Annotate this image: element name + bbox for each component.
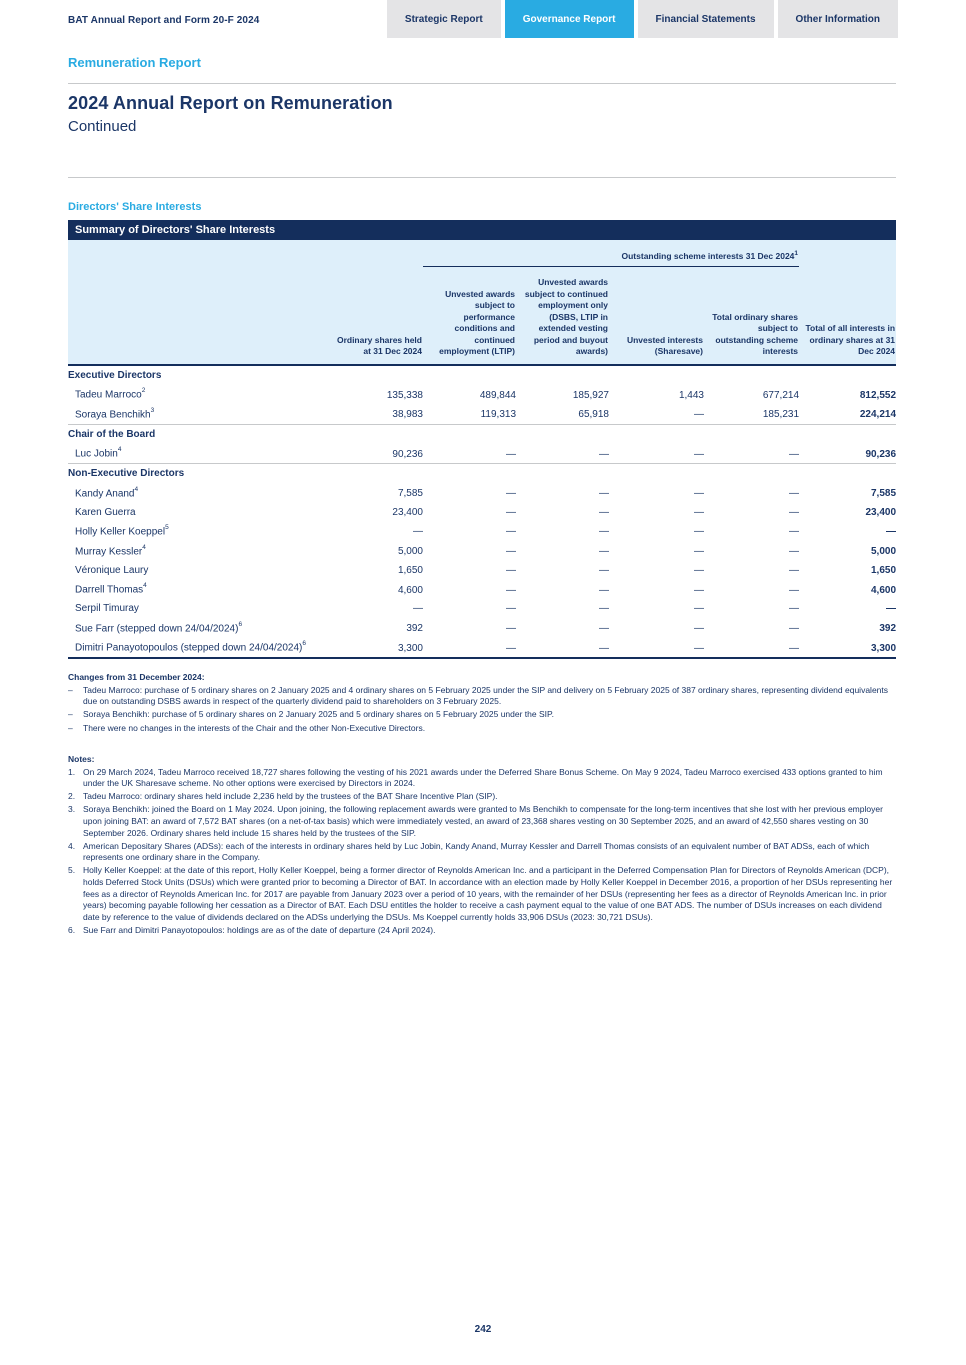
column-header-4: Unvested interests (Sharesave) xyxy=(626,334,703,357)
value: — xyxy=(506,622,516,634)
section-header-row xyxy=(68,365,896,385)
value: 1,650 xyxy=(397,564,423,576)
value: 119,313 xyxy=(480,409,516,421)
change-text: There were no changes in the interests of the Chair and the other Non-Executive Directors. xyxy=(83,722,426,733)
nav-tabs xyxy=(387,0,898,38)
value: — xyxy=(506,584,516,596)
value: — xyxy=(789,603,800,615)
note-number: 6. xyxy=(68,924,76,935)
column-header-2: Unvested awards subject to performance conditions and continued employment (LTIP) xyxy=(439,288,515,357)
value: — xyxy=(506,506,516,518)
value: 65,918 xyxy=(578,409,609,421)
director-name: Karen Guerra xyxy=(75,506,136,518)
note-number: 1. xyxy=(68,766,76,777)
total-value: 812,552 xyxy=(859,389,897,401)
divider xyxy=(68,177,896,178)
value: — xyxy=(506,526,516,538)
table-section-title: Directors' Share Interests xyxy=(68,201,202,213)
table-head xyxy=(68,240,896,365)
table-row xyxy=(68,599,896,618)
column-header-row xyxy=(68,267,896,365)
tab-strategic-report[interactable]: Strategic Report xyxy=(387,0,501,38)
value: — xyxy=(413,526,423,538)
value: 185,231 xyxy=(762,409,800,421)
change-item xyxy=(68,723,896,735)
share-interests-table xyxy=(68,240,896,659)
value: — xyxy=(694,506,704,518)
table-row xyxy=(68,483,896,503)
footnote-marker: 4 xyxy=(134,485,139,493)
value: — xyxy=(506,642,516,654)
director-name: Soraya Benchikh$^3$ xyxy=(75,407,155,421)
note-number: 4. xyxy=(68,840,76,851)
table-row xyxy=(68,384,896,404)
change-item xyxy=(68,685,896,708)
notes-list xyxy=(68,767,896,937)
value: — xyxy=(789,564,800,576)
changes-block xyxy=(68,671,896,734)
table-banner: Summary of Directors' Share Interests xyxy=(68,220,896,240)
total-value: 3,300 xyxy=(871,642,897,654)
value: — xyxy=(599,564,609,576)
value: — xyxy=(506,448,516,460)
note-text: Holly Keller Koeppel: at the date of this report, Holly Keller Koeppel, being a former director of Reynolds American Inc. and a participant in the Deferred Compensation Plan for Directors of Reynolds American (DCP), holds Deferred Stock Units (DSUs) which were granted prior to becoming a Director of BAT. In accordance with an election made by Holly Keller Koeppel in December 2016, a proportion of her DSUs representing her fees as a director of Reynolds American Inc. for 2017 are payable from January 2023 over a period of 10 years, with the remainder of her DSUs (representing her fees as a director of Reynolds American Inc. in prior years) becoming payable following her cessation as a Director of BAT. Each DSU entitles the holder to receive a cash payment equal to the value of one BAT ADS. The number of DSUs increases on each dividend date by reference to the value of dividends declared on the ADSs underlying the DSUs. Ms Koeppel currently holds 33,906 DSUs (2023: 30,721 DSUs). xyxy=(83,865,893,922)
total-value: 4,600 xyxy=(871,584,897,596)
note-text: On 29 March 2024, Tadeu Marroco received 18,727 shares following the vesting of his 2021 awards under the Deferred Share Bonus Scheme. On May 9 2024, Tadeu Marroco exercised 433 options granted to him under the UK Sharesave scheme. No other options were exercised by Directors in 2024. xyxy=(83,766,883,789)
group-header-footnote: 1 xyxy=(794,250,799,257)
change-text: Soraya Benchikh: purchase of 5 ordinary shares on 2 January 2025 and 5 ordinary shares on 5 February 2025 under the SIP. xyxy=(83,709,554,720)
footnote-marker: 4 xyxy=(143,582,147,590)
footnote-marker: 5 xyxy=(165,524,169,532)
page-subtitle: Continued xyxy=(68,118,137,135)
value: — xyxy=(694,603,704,615)
value: — xyxy=(506,546,516,558)
note-item xyxy=(68,791,896,803)
footnote-marker: 3 xyxy=(150,407,155,415)
director-name: Véronique Laury xyxy=(75,564,149,576)
total-value: 90,236 xyxy=(865,448,897,460)
group-header-text: Outstanding scheme interests 31 Dec 2024 xyxy=(621,250,795,261)
value: — xyxy=(789,506,800,518)
director-name: Dimitri Panayotopoulos (stepped down 24/04/2024)$^6$ xyxy=(75,640,306,654)
value: 392 xyxy=(406,622,423,634)
value: — xyxy=(599,584,609,596)
value: — xyxy=(694,622,704,634)
top-bar xyxy=(0,0,966,38)
value: 1,443 xyxy=(678,389,704,401)
note-number: 2. xyxy=(68,791,76,802)
table-row xyxy=(68,521,896,541)
changes-title: Changes from 31 December 2024: xyxy=(68,672,205,683)
total-value: 5,000 xyxy=(871,546,897,558)
section-title: Non-Executive Directors xyxy=(68,464,896,483)
content xyxy=(0,55,966,936)
value: — xyxy=(789,526,800,538)
value: — xyxy=(599,622,609,634)
value: 3,300 xyxy=(397,642,423,654)
note-item xyxy=(68,865,896,923)
value: — xyxy=(694,584,704,596)
note-item xyxy=(68,925,896,937)
share-interests-tbody xyxy=(68,365,896,658)
value: — xyxy=(506,488,516,500)
note-item xyxy=(68,767,896,790)
director-name: Murray Kessler$^4$ xyxy=(75,543,146,558)
table-row xyxy=(68,561,896,580)
change-text: Tadeu Marroco: purchase of 5 ordinary shares on 2 January 2025 and 4 ordinary shares on 5 February 2025 under the SIP and delivery on 5 February 2025 of 387 ordinary shares, representing dividend equivalents due on outstanding DSBS awards in respect of the quarterly dividend paid to shareholders on 3 February 2025. xyxy=(83,684,889,707)
value: — xyxy=(694,409,704,421)
value: 677,214 xyxy=(762,389,800,401)
value: 135,338 xyxy=(386,389,423,401)
tab-governance-report[interactable]: Governance Report xyxy=(505,0,634,38)
table-row xyxy=(68,541,896,561)
value: 38,983 xyxy=(392,409,423,421)
section-title: Chair of the Board xyxy=(68,424,896,443)
director-name: Darrell Thomas$^4$ xyxy=(75,582,147,596)
table-row xyxy=(68,443,896,463)
value: 5,000 xyxy=(397,546,423,558)
value: — xyxy=(694,564,704,576)
total-value: 224,214 xyxy=(859,409,897,421)
changes-list xyxy=(68,685,896,734)
note-number: 3. xyxy=(68,804,76,815)
total-value: — xyxy=(886,526,897,538)
footnote-marker: 4 xyxy=(117,446,122,454)
page-title: 2024 Annual Report on Remuneration xyxy=(68,93,393,113)
value: — xyxy=(694,448,704,460)
column-header-6: Total of all interests in ordinary shares at 31 Dec 2024 xyxy=(805,323,896,357)
value: — xyxy=(599,488,609,500)
total-value: 23,400 xyxy=(865,506,897,518)
table-row xyxy=(68,618,896,638)
footnote-marker: 2 xyxy=(141,387,146,395)
tab-other-information[interactable]: Other Information xyxy=(778,0,898,38)
value: — xyxy=(789,642,800,654)
footnote-marker: 6 xyxy=(302,640,306,648)
director-name: Kandy Anand$^4$ xyxy=(75,485,139,500)
value: — xyxy=(694,642,704,654)
director-name: Holly Keller Koeppel$^5$ xyxy=(75,524,169,538)
note-number: 5. xyxy=(68,865,76,876)
tab-financial-statements[interactable]: Financial Statements xyxy=(638,0,774,38)
table-row xyxy=(68,404,896,424)
value: — xyxy=(694,546,704,558)
divider xyxy=(68,83,896,84)
value: — xyxy=(599,603,609,615)
section-header-row xyxy=(68,464,896,483)
director-name: Luc Jobin$^4$ xyxy=(75,446,122,460)
value: 4,600 xyxy=(397,584,423,596)
section-header-row xyxy=(68,424,896,443)
total-value: 392 xyxy=(879,622,897,634)
note-text: Soraya Benchikh: joined the Board on 1 May 2024. Upon joining, the following replacement awards were granted to Ms Benchikh to compensate for the long-term incentives that she lost with her previous employer upon joining BAT: an award of 7,572 BAT shares (on a net-of-tax basis) which were immediately vested, an award of 23,368 shares vesting on 30 September 2025, and an award of 42,550 shares vesting on 30 September 2026. Ordinary shares held include 15 shares held by the trustees of the SIP. xyxy=(83,804,883,838)
change-item xyxy=(68,709,896,721)
note-text: Tadeu Marroco: ordinary shares held include 2,236 held by the trustees of the BAT Share Incentive Plan (SIP). xyxy=(83,791,498,802)
notes-title: Notes: xyxy=(68,754,95,765)
note-text: American Depositary Shares (ADSs): each of the interests in ordinary shares held by Luc Jobin, Kandy Anand, Murray Kessler and Darrell Thomas consists of an equivalent number of BAT ADSs, each of which represents one ordinary share in the Company. xyxy=(83,840,870,863)
value: — xyxy=(413,603,423,615)
value: 90,236 xyxy=(392,448,423,460)
table-row xyxy=(68,637,896,658)
section-title: Executive Directors xyxy=(68,369,162,381)
value: — xyxy=(506,564,516,576)
value: — xyxy=(789,546,800,558)
value: — xyxy=(599,642,609,654)
table-row xyxy=(68,579,896,599)
value: — xyxy=(599,506,609,518)
value: 23,400 xyxy=(392,506,423,518)
value: — xyxy=(599,526,609,538)
total-value: 1,650 xyxy=(871,564,897,576)
page-number: 242 xyxy=(474,1324,492,1335)
value: — xyxy=(506,603,516,615)
bullet-dash: – xyxy=(68,709,73,720)
director-name: Serpil Timuray xyxy=(75,603,139,615)
value: 489,844 xyxy=(479,389,516,401)
footnote-marker: 6 xyxy=(238,620,243,628)
value: — xyxy=(789,448,800,460)
table-row xyxy=(68,503,896,522)
value: 185,927 xyxy=(572,389,609,401)
brand-title: BAT Annual Report and Form 20-F 2024 xyxy=(68,15,260,26)
total-value: 7,585 xyxy=(871,488,897,500)
section-label: Remuneration Report xyxy=(68,55,201,70)
column-header-5: Total ordinary shares subject to outstanding scheme interests xyxy=(712,311,799,357)
footnote-marker: 4 xyxy=(142,543,146,551)
value: — xyxy=(789,488,800,500)
value: — xyxy=(599,546,609,558)
value: — xyxy=(694,488,704,500)
value: — xyxy=(599,448,609,460)
total-value: — xyxy=(886,603,897,615)
column-header-3: Unvested awards subject to continued employment only (DSBS, LTIP in extended vesting period and buyout awards) xyxy=(524,277,608,357)
note-text: Sue Farr and Dimitri Panayotopoulos: holdings are as of the date of departure (24 April 2024). xyxy=(83,924,436,935)
notes-block xyxy=(68,753,896,936)
value: — xyxy=(694,526,704,538)
value: 7,585 xyxy=(397,488,423,500)
director-name: Sue Farr (stepped down 24/04/2024)$^6$ xyxy=(75,620,243,634)
director-name: Tadeu Marroco$^2$ xyxy=(75,387,146,401)
column-header-1: Ordinary shares held at 31 Dec 2024 xyxy=(336,334,422,357)
value: — xyxy=(789,622,800,634)
bullet-dash: – xyxy=(68,684,73,695)
group-header xyxy=(423,240,799,267)
note-item xyxy=(68,804,896,839)
note-item xyxy=(68,841,896,864)
value: — xyxy=(789,584,800,596)
bullet-dash: – xyxy=(68,722,73,733)
group-header-row xyxy=(68,240,896,267)
